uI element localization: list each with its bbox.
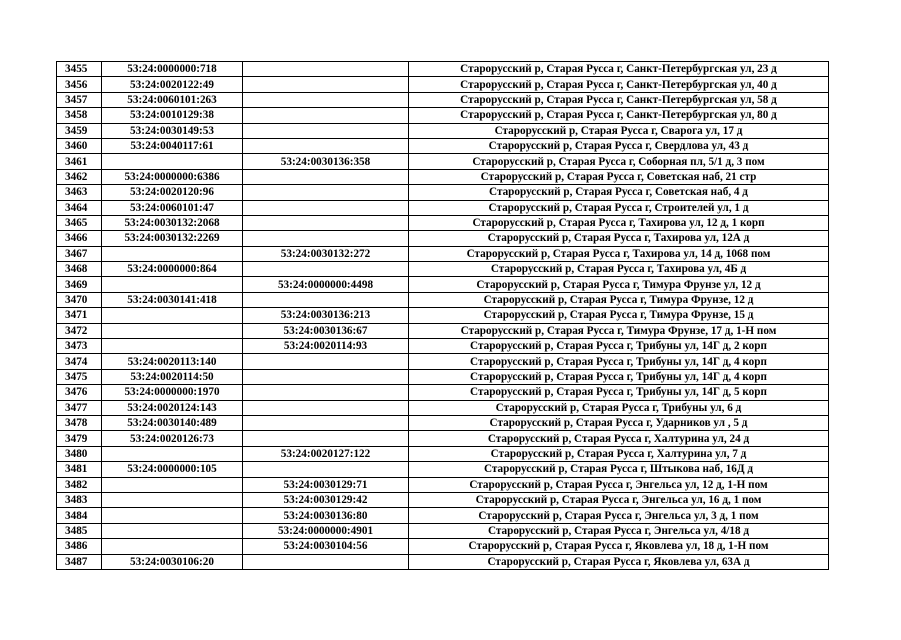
cell-premises-cadastral-number: 53:24:0020127:122 xyxy=(243,446,409,461)
cell-land-cadastral-number xyxy=(102,477,243,492)
table-row xyxy=(57,462,829,477)
cell-address: Старорусский р, Старая Русса г, Трибуны ул, 14Г д, 2 корп xyxy=(409,339,829,354)
cell-premises-cadastral-number xyxy=(243,292,409,307)
cell-land-cadastral-number: 53:24:0000000:6386 xyxy=(102,169,243,184)
table-row xyxy=(57,354,829,369)
cell-land-cadastral-number: 53:24:0040117:61 xyxy=(102,138,243,153)
table-row xyxy=(57,385,829,400)
cell-premises-cadastral-number xyxy=(243,554,409,569)
table-row xyxy=(57,154,829,169)
cell-land-cadastral-number: 53:24:0000000:105 xyxy=(102,462,243,477)
cell-land-cadastral-number: 53:24:0030149:53 xyxy=(102,123,243,138)
cell-premises-cadastral-number xyxy=(243,62,409,77)
table-row xyxy=(57,138,829,153)
table-row xyxy=(57,215,829,230)
cell-address: Старорусский р, Старая Русса г, Трибуны ул, 14Г д, 4 корп xyxy=(409,369,829,384)
table-row xyxy=(57,185,829,200)
cell-address: Старорусский р, Старая Русса г, Санкт-Петербургская ул, 58 д xyxy=(409,92,829,107)
cell-row-number: 3474 xyxy=(57,354,102,369)
cell-address: Старорусский р, Старая Русса г, Яковлева ул, 63А д xyxy=(409,554,829,569)
cell-row-number: 3459 xyxy=(57,123,102,138)
cell-premises-cadastral-number xyxy=(243,369,409,384)
cell-address: Старорусский р, Старая Русса г, Тахирова ул, 12А д xyxy=(409,231,829,246)
cell-row-number: 3480 xyxy=(57,446,102,461)
cell-land-cadastral-number: 53:24:0000000:718 xyxy=(102,62,243,77)
cell-premises-cadastral-number: 53:24:0000000:4498 xyxy=(243,277,409,292)
cell-address: Старорусский р, Старая Русса г, Тахирова ул, 14 д, 1068 пом xyxy=(409,246,829,261)
cell-row-number: 3484 xyxy=(57,508,102,523)
cell-row-number: 3467 xyxy=(57,246,102,261)
cell-address: Старорусский р, Старая Русса г, Халтурина ул, 24 д xyxy=(409,431,829,446)
cell-address: Старорусский р, Старая Русса г, Яковлева ул, 18 д, 1-Н пом xyxy=(409,539,829,554)
table-row xyxy=(57,277,829,292)
cell-land-cadastral-number: 53:24:0020124:143 xyxy=(102,400,243,415)
table-row xyxy=(57,400,829,415)
cell-premises-cadastral-number xyxy=(243,92,409,107)
cell-row-number: 3471 xyxy=(57,308,102,323)
cell-land-cadastral-number xyxy=(102,339,243,354)
cell-row-number: 3460 xyxy=(57,138,102,153)
cell-land-cadastral-number xyxy=(102,246,243,261)
cell-premises-cadastral-number xyxy=(243,77,409,92)
cell-land-cadastral-number: 53:24:0030106:20 xyxy=(102,554,243,569)
cell-land-cadastral-number: 53:24:0030132:2269 xyxy=(102,231,243,246)
cell-premises-cadastral-number: 53:24:0030136:80 xyxy=(243,508,409,523)
cell-row-number: 3486 xyxy=(57,539,102,554)
cell-land-cadastral-number: 53:24:0030141:418 xyxy=(102,292,243,307)
cell-address: Старорусский р, Старая Русса г, Тахирова ул, 4Б д xyxy=(409,262,829,277)
cell-premises-cadastral-number xyxy=(243,200,409,215)
cell-address: Старорусский р, Старая Русса г, Энгельса ул, 12 д, 1-Н пом xyxy=(409,477,829,492)
table-row xyxy=(57,108,829,123)
cell-premises-cadastral-number xyxy=(243,169,409,184)
cell-land-cadastral-number: 53:24:0060101:47 xyxy=(102,200,243,215)
cell-land-cadastral-number: 53:24:0020113:140 xyxy=(102,354,243,369)
cell-row-number: 3476 xyxy=(57,385,102,400)
table-row xyxy=(57,323,829,338)
cell-land-cadastral-number: 53:24:0020114:50 xyxy=(102,369,243,384)
cell-premises-cadastral-number xyxy=(243,462,409,477)
table-row xyxy=(57,508,829,523)
cell-land-cadastral-number xyxy=(102,539,243,554)
table-row xyxy=(57,246,829,261)
cell-address: Старорусский р, Старая Русса г, Трибуны ул, 6 д xyxy=(409,400,829,415)
cell-land-cadastral-number: 53:24:0020120:96 xyxy=(102,185,243,200)
cell-premises-cadastral-number: 53:24:0030132:272 xyxy=(243,246,409,261)
cell-row-number: 3465 xyxy=(57,215,102,230)
cell-address: Старорусский р, Старая Русса г, Энгельса ул, 16 д, 1 пом xyxy=(409,492,829,507)
cell-land-cadastral-number: 53:24:0020122:49 xyxy=(102,77,243,92)
cell-row-number: 3458 xyxy=(57,108,102,123)
cell-land-cadastral-number xyxy=(102,323,243,338)
table-row xyxy=(57,369,829,384)
table-row xyxy=(57,477,829,492)
table-row xyxy=(57,446,829,461)
cell-row-number: 3483 xyxy=(57,492,102,507)
cell-row-number: 3462 xyxy=(57,169,102,184)
cell-address: Старорусский р, Старая Русса г, Энгельса ул, 3 д, 1 пом xyxy=(409,508,829,523)
cell-land-cadastral-number xyxy=(102,523,243,538)
table-row xyxy=(57,169,829,184)
cell-premises-cadastral-number xyxy=(243,138,409,153)
cell-land-cadastral-number: 53:24:0000000:864 xyxy=(102,262,243,277)
cell-address: Старорусский р, Старая Русса г, Тимура Фрунзе ул, 12 д xyxy=(409,277,829,292)
table-row xyxy=(57,539,829,554)
cell-land-cadastral-number: 53:24:0000000:1970 xyxy=(102,385,243,400)
cell-premises-cadastral-number: 53:24:0030129:71 xyxy=(243,477,409,492)
cell-row-number: 3478 xyxy=(57,415,102,430)
cell-address: Старорусский р, Старая Русса г, Халтурина ул, 7 д xyxy=(409,446,829,461)
cell-address: Старорусский р, Старая Русса г, Трибуны ул, 14Г д, 4 корп xyxy=(409,354,829,369)
cell-row-number: 3482 xyxy=(57,477,102,492)
cell-address: Старорусский р, Старая Русса г, Сварога ул, 17 д xyxy=(409,123,829,138)
table-row xyxy=(57,339,829,354)
cell-address: Старорусский р, Старая Русса г, Ударников ул , 5 д xyxy=(409,415,829,430)
cell-premises-cadastral-number: 53:24:0030104:56 xyxy=(243,539,409,554)
cell-premises-cadastral-number: 53:24:0030136:213 xyxy=(243,308,409,323)
cell-premises-cadastral-number xyxy=(243,215,409,230)
cell-land-cadastral-number xyxy=(102,154,243,169)
cell-row-number: 3456 xyxy=(57,77,102,92)
cell-row-number: 3457 xyxy=(57,92,102,107)
cell-address: Старорусский р, Старая Русса г, Советская наб, 4 д xyxy=(409,185,829,200)
table-row xyxy=(57,292,829,307)
cell-row-number: 3466 xyxy=(57,231,102,246)
table-row xyxy=(57,92,829,107)
cell-address: Старорусский р, Старая Русса г, Строителей ул, 1 д xyxy=(409,200,829,215)
cell-premises-cadastral-number xyxy=(243,400,409,415)
cell-address: Старорусский р, Старая Русса г, Энгельса ул, 4/18 д xyxy=(409,523,829,538)
cell-premises-cadastral-number: 53:24:0020114:93 xyxy=(243,339,409,354)
cell-premises-cadastral-number xyxy=(243,431,409,446)
registry-table-body xyxy=(57,62,829,570)
cell-address: Старорусский р, Старая Русса г, Тимура Фрунзе, 17 д, 1-Н пом xyxy=(409,323,829,338)
cell-address: Старорусский р, Старая Русса г, Санкт-Петербургская ул, 23 д xyxy=(409,62,829,77)
cell-premises-cadastral-number xyxy=(243,385,409,400)
cell-land-cadastral-number xyxy=(102,508,243,523)
cell-row-number: 3461 xyxy=(57,154,102,169)
cell-row-number: 3475 xyxy=(57,369,102,384)
cell-row-number: 3463 xyxy=(57,185,102,200)
cell-land-cadastral-number xyxy=(102,277,243,292)
table-row xyxy=(57,262,829,277)
table-row xyxy=(57,431,829,446)
table-row xyxy=(57,77,829,92)
cell-row-number: 3479 xyxy=(57,431,102,446)
table-row xyxy=(57,231,829,246)
cell-premises-cadastral-number xyxy=(243,123,409,138)
cell-premises-cadastral-number xyxy=(243,415,409,430)
cell-row-number: 3477 xyxy=(57,400,102,415)
cell-premises-cadastral-number xyxy=(243,108,409,123)
cell-address: Старорусский р, Старая Русса г, Свердлова ул, 43 д xyxy=(409,138,829,153)
cell-land-cadastral-number: 53:24:0020126:73 xyxy=(102,431,243,446)
cell-premises-cadastral-number xyxy=(243,231,409,246)
cell-row-number: 3487 xyxy=(57,554,102,569)
cell-land-cadastral-number xyxy=(102,308,243,323)
cell-premises-cadastral-number xyxy=(243,185,409,200)
table-row xyxy=(57,554,829,569)
cell-row-number: 3468 xyxy=(57,262,102,277)
cell-address: Старорусский р, Старая Русса г, Тахирова ул, 12 д, 1 корп xyxy=(409,215,829,230)
cell-land-cadastral-number: 53:24:0030132:2068 xyxy=(102,215,243,230)
table-row xyxy=(57,523,829,538)
cell-address: Старорусский р, Старая Русса г, Санкт-Петербургская ул, 40 д xyxy=(409,77,829,92)
cell-address: Старорусский р, Старая Русса г, Санкт-Петербургская ул, 80 д xyxy=(409,108,829,123)
table-row xyxy=(57,492,829,507)
cell-premises-cadastral-number xyxy=(243,262,409,277)
table-row xyxy=(57,415,829,430)
cell-address: Старорусский р, Старая Русса г, Трибуны ул, 14Г д, 5 корп xyxy=(409,385,829,400)
cell-land-cadastral-number: 53:24:0010129:38 xyxy=(102,108,243,123)
cell-premises-cadastral-number: 53:24:0030136:67 xyxy=(243,323,409,338)
cell-premises-cadastral-number: 53:24:0000000:4901 xyxy=(243,523,409,538)
cell-address: Старорусский р, Старая Русса г, Советская наб, 21 стр xyxy=(409,169,829,184)
table-row xyxy=(57,62,829,77)
cell-row-number: 3470 xyxy=(57,292,102,307)
table-row xyxy=(57,123,829,138)
cell-premises-cadastral-number: 53:24:0030129:42 xyxy=(243,492,409,507)
table-row xyxy=(57,200,829,215)
cell-land-cadastral-number: 53:24:0060101:263 xyxy=(102,92,243,107)
cell-address: Старорусский р, Старая Русса г, Соборная пл, 5/1 д, 3 пом xyxy=(409,154,829,169)
cell-land-cadastral-number: 53:24:0030140:489 xyxy=(102,415,243,430)
cell-row-number: 3464 xyxy=(57,200,102,215)
cell-premises-cadastral-number xyxy=(243,354,409,369)
cell-address: Старорусский р, Старая Русса г, Тимура Фрунзе, 12 д xyxy=(409,292,829,307)
cell-address: Старорусский р, Старая Русса г, Тимура Фрунзе, 15 д xyxy=(409,308,829,323)
cell-row-number: 3472 xyxy=(57,323,102,338)
cell-row-number: 3481 xyxy=(57,462,102,477)
cell-land-cadastral-number xyxy=(102,492,243,507)
cell-address: Старорусский р, Старая Русса г, Штыкова наб, 16Д д xyxy=(409,462,829,477)
cell-row-number: 3469 xyxy=(57,277,102,292)
cell-row-number: 3485 xyxy=(57,523,102,538)
cell-premises-cadastral-number: 53:24:0030136:358 xyxy=(243,154,409,169)
cell-row-number: 3473 xyxy=(57,339,102,354)
table-row xyxy=(57,308,829,323)
cell-land-cadastral-number xyxy=(102,446,243,461)
cell-row-number: 3455 xyxy=(57,62,102,77)
registry-table xyxy=(56,61,829,570)
